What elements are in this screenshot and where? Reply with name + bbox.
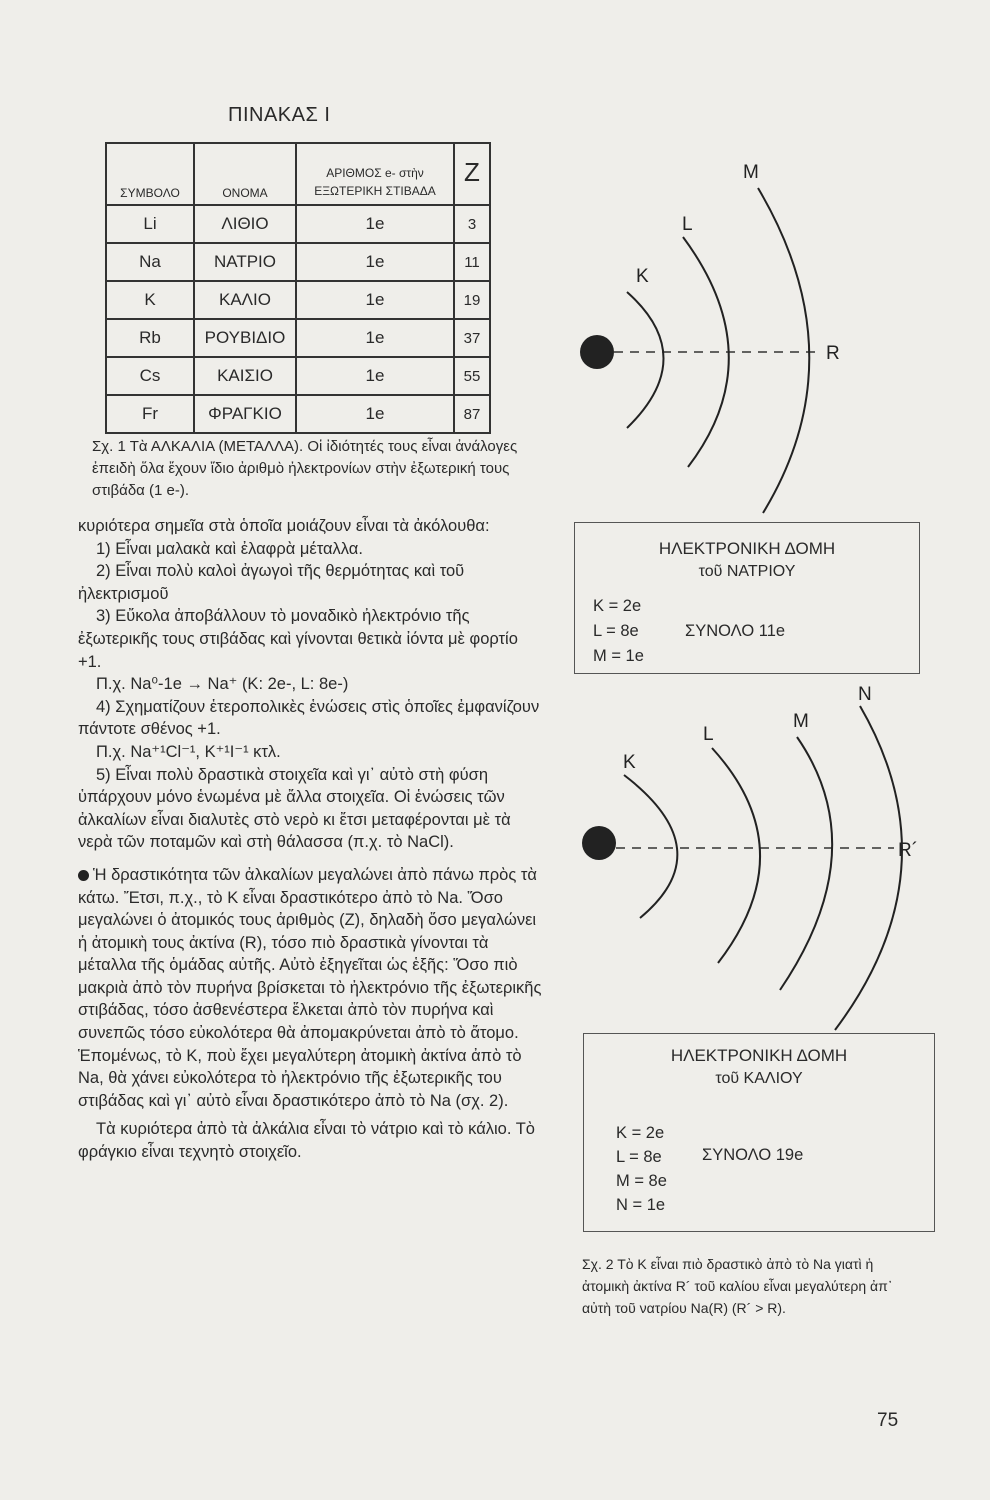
example-compounds: Π.χ. Na⁺¹Cl⁻¹, K⁺¹I⁻¹ κτλ. [96, 742, 281, 761]
paragraph-reactivity-text: Ἡ δραστικότητα τῶν ἀλκαλίων μεγαλώνει ἀπὸ πάνω πρὸς τὰ κάτω. Ἔτσι, π.χ., τὸ K εἶναι δραστικότερο ἀπὸ τὸ Na. Ὅσο μεγαλώνει ὁ ἀτομικός τους ἀριθμὸς (Z), δηλαδὴ ὅσο μεγαλώνει ἡ ἀτομικὴ τους ἀκτίνα (R), τόσο πιὸ δραστικὰ γίνονται τὰ μέταλλα τῆς ὁμάδας αὐτῆς. Αὐτὸ ἐξηγεῖται ὡς ἑξῆς: Ὅσο πιὸ μακριὰ ἀπὸ τὸν πυρήνα βρίσκεται τὸ ἠλεκτρόνιο τῆς ἐξωτερικῆς στιβάδας, τόσο ἀσθενέστερα ἕλκεται ἀπὸ τὸν πυρήνα καὶ συνεπῶς τόσο εὐκολότερα θὰ ἀπομακρύνεται ἀπὸ τὸ ἄτομο. Ἑπομένως, τὸ K, ποὺ ἔχει μεγαλύτερη ἀτομικὴ ἀκτίνα ἀπὸ τὸ Na, θὰ χάνει εὐκολότερα τὸ ἠλεκτρόνιο τῆς ἐξωτερικῆς του στιβάδας καὶ γι᾽ αὐτὸ εἶναι δραστικότερο ἀπὸ τὸ Na (σχ. 2). [78, 865, 542, 1110]
cell-z: 37 [454, 319, 490, 357]
cell-electrons: 1e [296, 357, 454, 395]
cell-name: ΛΙΘΙΟ [194, 205, 296, 243]
cell-name: ΦΡΑΓΚΙΟ [194, 395, 296, 433]
header-z: Z [454, 143, 490, 205]
sodium-shell-l [683, 237, 729, 467]
potassium-nucleus [582, 826, 616, 860]
cell-electrons: 1e [296, 281, 454, 319]
potassium-shell-n-count: N = 1e [616, 1196, 666, 1214]
potassium-shell-l-count: L = 8e [616, 1148, 662, 1166]
sodium-label-l: L [682, 214, 693, 235]
sodium-shell-m [758, 188, 809, 513]
paragraph-item-1: 1) Εἶναι μαλακὰ καὶ ἐλαφρὰ μέταλλα. [96, 539, 363, 558]
example-ionization: Π.χ. Na⁰-1e → Na⁺ (K: 2e-, L: 8e-) [96, 675, 349, 694]
cell-electrons: 1e [296, 205, 454, 243]
sodium-label-m: M [743, 162, 759, 183]
cell-name: ΚΑΛΙΟ [194, 281, 296, 319]
cell-symbol: Na [106, 243, 194, 281]
cell-name: ΡΟΥΒΙΔΙΟ [194, 319, 296, 357]
potassium-shell-m-count: M = 8e [616, 1172, 667, 1190]
potassium-total: ΣΥΝΟΛΟ 19e [702, 1146, 804, 1164]
page-number: 75 [877, 1410, 899, 1431]
cell-symbol: Fr [106, 395, 194, 433]
sodium-shell-m-count: M = 1e [593, 647, 644, 665]
header-name: ΟΝΟΜΑ [194, 143, 296, 205]
potassium-label-l: L [703, 724, 714, 745]
paragraph-item-4: 4) Σχηματίζουν ἑτεροπολικὲς ἑνώσεις στὶς ὁποῖες ἐμφανίζουν πάντοτε σθένος +1. [78, 697, 540, 739]
potassium-shell-k [624, 775, 677, 918]
cell-z: 3 [454, 205, 490, 243]
header-symbol: ΣΥΜΒΟΛΟ [106, 143, 194, 205]
sodium-shell-k-count: K = 2e [593, 597, 642, 615]
header-electrons-line1: ΑΡΙΘΜΟΣ e- στὴν [326, 166, 424, 180]
potassium-shell-n [835, 706, 902, 1030]
potassium-label-m: M [793, 711, 809, 732]
cell-z: 19 [454, 281, 490, 319]
table-title: ΠΙΝΑΚΑΣ Ι [228, 104, 331, 126]
potassium-atom-diagram [582, 684, 918, 1030]
cell-electrons: 1e [296, 395, 454, 433]
sodium-structure-box [574, 522, 920, 674]
cell-z: 11 [454, 243, 490, 281]
sodium-nucleus [580, 335, 614, 369]
sodium-box-title: ΗΛΕΚΤΡΟΝΙΚΗ ΔΟΜΗ [658, 539, 836, 558]
cell-symbol: K [106, 281, 194, 319]
header-electrons-line2: ΕΞΩΤΕΡΙΚΗ ΣΤΙΒΑΔΑ [314, 184, 436, 198]
sodium-total: ΣΥΝΟΛΟ 11e [685, 622, 786, 640]
paragraph-item-3: 3) Εὔκολα ἀποβάλλουν τὸ μοναδικὸ ἠλεκτρόνιο τῆς ἐξωτερικῆς τους στιβάδας καὶ γίνονται θετικὰ ἰόντα μὲ φορτίο +1. [78, 607, 518, 671]
cell-symbol: Li [106, 205, 194, 243]
sodium-label-r: R [826, 343, 840, 364]
potassium-shell-k-count: K = 2e [616, 1124, 665, 1142]
potassium-box-subtitle: τοῦ ΚΑΛΙΟΥ [715, 1070, 803, 1087]
sodium-shell-l-count: L = 8e [593, 622, 639, 640]
cell-name: ΝΑΤΡΙΟ [194, 243, 296, 281]
potassium-label-n: N [858, 684, 872, 705]
potassium-structure-box [583, 1033, 935, 1232]
potassium-box-title: ΗΛΕΚΤΡΟΝΙΚΗ ΔΟΜΗ [670, 1046, 848, 1065]
potassium-shell-m [780, 737, 832, 990]
potassium-shell-l [712, 748, 760, 963]
sodium-box-subtitle: τοῦ ΝΑΤΡΙΟΥ [698, 563, 796, 580]
cell-z: 87 [454, 395, 490, 433]
paragraph-closing: Τὰ κυριότερα ἀπὸ τὰ ἀλκάλια εἶναι τὸ νάτριο καὶ τὸ κάλιο. Τὸ φράγκιο εἶναι τεχνητὸ στοιχεῖο. [78, 1120, 535, 1162]
cell-symbol: Rb [106, 319, 194, 357]
sodium-label-k: K [636, 266, 649, 287]
cell-symbol: Cs [106, 357, 194, 395]
paragraph-intro: κυριότερα σημεῖα στὰ ὁποῖα μοιάζουν εἶναι τὰ ἀκόλουθα: [78, 517, 490, 535]
cell-name: ΚΑΙΣΙΟ [194, 357, 296, 395]
potassium-label-r: R´ [898, 840, 919, 861]
figure-1-caption: Σχ. 1 Τὰ ΑΛΚΑΛΙΑ (ΜΕΤΑΛΛΑ). Οἱ ἰδιότητές τους εἶναι ἀνάλογες ἐπειδὴ ὅλα ἔχουν ἴδιο ἀριθμὸ ἠλεκτρονίων στὴν ἐξωτερική τους στιβάδα (1 e-). [92, 438, 518, 499]
figure-2-caption: Σχ. 2 Τὸ K εἶναι πιὸ δραστικὸ ἀπὸ τὸ Na γιατὶ ἡ ἀτομικὴ ἀκτίνα R´ τοῦ καλίου εἶναι μεγαλύτερη ἀπ᾽ αὐτὴ τοῦ νατρίου Na(R) (R´ > R). [582, 1256, 893, 1316]
paragraph-item-5: 5) Εἶναι πολὺ δραστικὰ στοιχεῖα καὶ γι᾽ αὐτὸ στὴ φύση ὑπάρχουν μόνο ἑνωμένα μὲ ἄλλα στοιχεῖα. Οἱ ἑνώσεις τῶν ἀλκαλίων εἶναι διαλυτὲς στὸ νερὸ κι ἔτσι μεταφέρονται μὲ τὰ νερὰ τῶν ποταμῶν καὶ στὴ θάλασσα (π.χ. τὸ NaCl). [78, 765, 511, 852]
sodium-shell-k [627, 292, 664, 428]
cell-z: 55 [454, 357, 490, 395]
cell-electrons: 1e [296, 243, 454, 281]
paragraph-item-2: 2) Εἶναι πολὺ καλοὶ ἀγωγοὶ τῆς θερμότητας καὶ τοῦ ἠλεκτρισμοῦ [78, 562, 465, 603]
potassium-label-k: K [623, 752, 636, 773]
cell-electrons: 1e [296, 319, 454, 357]
sodium-atom-diagram [580, 162, 840, 513]
